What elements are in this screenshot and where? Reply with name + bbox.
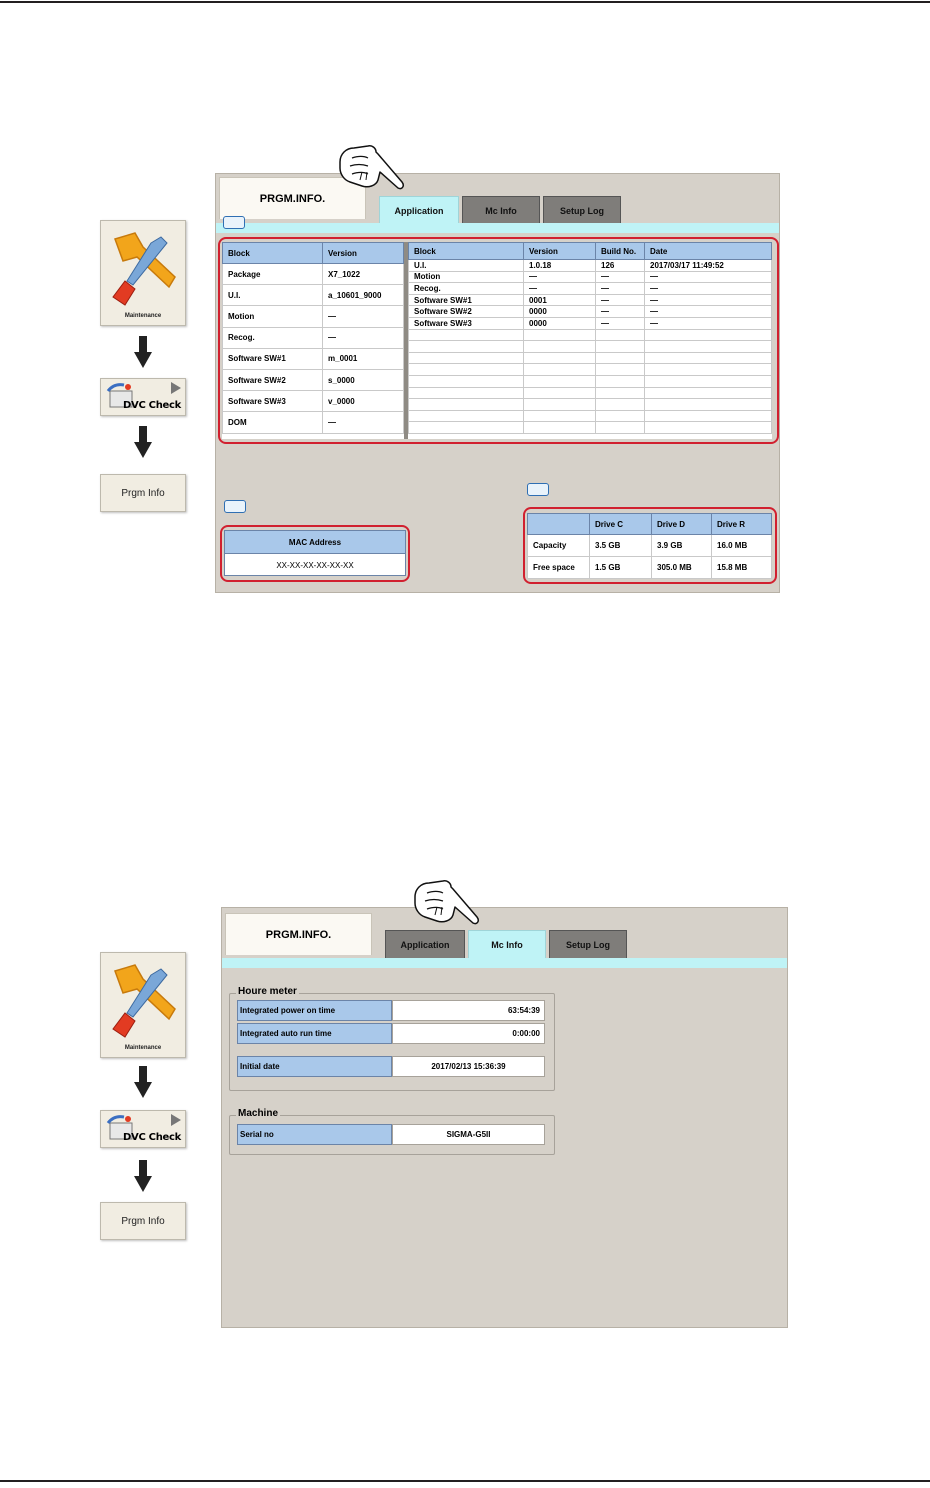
maintenance-label: Maintenance [124,1045,162,1051]
cell-version: — [524,271,596,283]
tab-application-label: Application [400,939,450,950]
cell-version: 0001 [524,294,596,306]
dvc-check-label: DVC Check [123,1132,181,1143]
cell-version: X7_1022 [323,264,404,285]
cell-date: — [645,294,772,306]
prgm-info-screen-mc-info [221,907,788,1328]
auto-run-time-label: Integrated auto run time [237,1023,392,1044]
cell-drive-c: 1.5 GB [590,557,652,579]
cell-version: s_0000 [323,369,404,390]
hour-meter-title: Houre meter [238,986,297,997]
tab-strip [216,223,780,233]
cell-version: 0000 [524,306,596,318]
cell-label: Free space [528,557,590,579]
cell-date: 2017/03/17 11:49:52 [645,260,772,272]
cell-date: — [645,283,772,295]
maintenance-button[interactable] [100,220,186,326]
cell-build-no: — [596,317,645,329]
power-on-time-value: 63:54:39 [392,1000,545,1021]
top-rule [0,1,930,3]
auto-run-time-value: 0:00:00 [392,1023,545,1044]
down-arrow-icon [134,1160,152,1192]
cell-block: Motion [409,271,524,283]
prgm-info-label: Prgm Info [121,1215,165,1227]
cell-block: Software SW#2 [409,306,524,318]
col-version: Version [524,243,596,260]
cell-version: 1.0.18 [524,260,596,272]
down-arrow-icon [134,1066,152,1098]
initial-date-label: Initial date [237,1056,392,1077]
dvc-check-button[interactable] [100,1110,186,1148]
tab-mc-info-label: Mc Info [485,205,517,216]
col-drive-d: Drive D [652,514,712,535]
highlight-version-tables [218,237,779,444]
cell-date: — [645,317,772,329]
bottom-rule [0,1480,930,1482]
cell-version: — [323,412,404,433]
cell-block: DOM [223,412,323,433]
initial-date-value: 2017/02/13 15:36:39 [392,1056,545,1077]
col-build-no: Build No. [596,243,645,260]
cell-block: Software SW#1 [409,294,524,306]
cell-date: — [645,306,772,318]
tab-setup-log[interactable] [543,196,621,224]
tab-mc-info[interactable] [462,196,540,224]
cell-drive-c: 3.5 GB [590,535,652,557]
col-drive-c: Drive C [590,514,652,535]
cell-build-no: — [596,283,645,295]
cell-drive-d: 305.0 MB [652,557,712,579]
tab-mc-info-label: Mc Info [491,939,523,950]
cell-block: Package [223,264,323,285]
cell-block: U.I. [409,260,524,272]
col-drive-r: Drive R [712,514,772,535]
power-on-time-row [237,1000,545,1021]
dvc-expand-icon [171,382,181,394]
cell-block: Software SW#3 [409,317,524,329]
col-date: Date [645,243,772,260]
initial-date-row [237,1056,545,1077]
cell-block: Recog. [409,283,524,295]
power-on-time-label: Integrated power on time [237,1000,392,1021]
machine-group [229,1108,555,1155]
cell-block: Motion [223,306,323,327]
col-block: Block [223,243,323,264]
cell-block: Recog. [223,327,323,348]
tab-setup-log[interactable] [549,930,627,958]
serial-no-row [237,1124,545,1145]
highlight-mac-address [220,525,410,582]
auto-run-time-row [237,1023,545,1044]
callout-marker-2 [224,500,246,513]
col-version: Version [323,243,404,264]
cell-version: v_0000 [323,391,404,412]
cell-build-no: 126 [596,260,645,272]
mac-address-value: XX-XX-XX-XX-XX-XX [276,560,354,570]
serial-no-value: SIGMA-G5II [392,1124,545,1145]
tab-setup-log-label: Setup Log [566,939,610,950]
screen-title-text: PRGM.INFO. [259,192,326,205]
cell-build-no: — [596,306,645,318]
dvc-check-label: DVC Check [123,400,181,411]
maintenance-button[interactable] [100,952,186,1058]
tab-application[interactable] [379,196,459,224]
prgm-info-button[interactable] [100,1202,186,1240]
cell-build-no: — [596,271,645,283]
cell-block: Software SW#3 [223,391,323,412]
down-arrow-icon [134,426,152,458]
tab-strip [222,958,788,968]
cell-version: — [323,306,404,327]
dvc-expand-icon [171,1114,181,1126]
wrench-screwdriver-icon [105,957,183,1045]
tab-application-label: Application [394,205,444,216]
col-block: Block [409,243,524,260]
serial-no-label: Serial no [237,1124,392,1145]
maintenance-label: Maintenance [124,313,162,319]
cell-block: U.I. [223,285,323,306]
cell-drive-r: 16.0 MB [712,535,772,557]
prgm-info-label: Prgm Info [121,487,165,499]
pointing-hand-icon [413,875,485,935]
cell-drive-r: 15.8 MB [712,557,772,579]
screen-title-text: PRGM.INFO. [265,928,332,941]
cell-label: Capacity [528,535,590,557]
cell-version: — [323,327,404,348]
callout-marker-1 [223,216,245,229]
cell-drive-d: 3.9 GB [652,535,712,557]
down-arrow-icon [134,336,152,368]
mac-address-header: MAC Address [225,531,405,554]
cell-version: m_0001 [323,348,404,369]
cell-build-no: — [596,294,645,306]
prgm-info-button[interactable] [100,474,186,512]
prgm-info-screen-application [215,173,780,593]
callout-marker-3 [527,483,549,496]
machine-title: Machine [238,1108,279,1119]
cell-date: — [645,271,772,283]
hour-meter-group [229,986,555,1091]
screen-title [225,913,372,955]
cell-block: Software SW#1 [223,348,323,369]
wrench-screwdriver-icon [105,225,183,313]
cell-version: — [524,283,596,295]
tab-setup-log-label: Setup Log [560,205,604,216]
cell-version: a_10601_9000 [323,285,404,306]
dvc-check-button[interactable] [100,378,186,416]
cell-block: Software SW#2 [223,369,323,390]
cell-version: 0000 [524,317,596,329]
pointing-hand-icon [338,140,410,200]
highlight-drive-table [523,507,777,584]
